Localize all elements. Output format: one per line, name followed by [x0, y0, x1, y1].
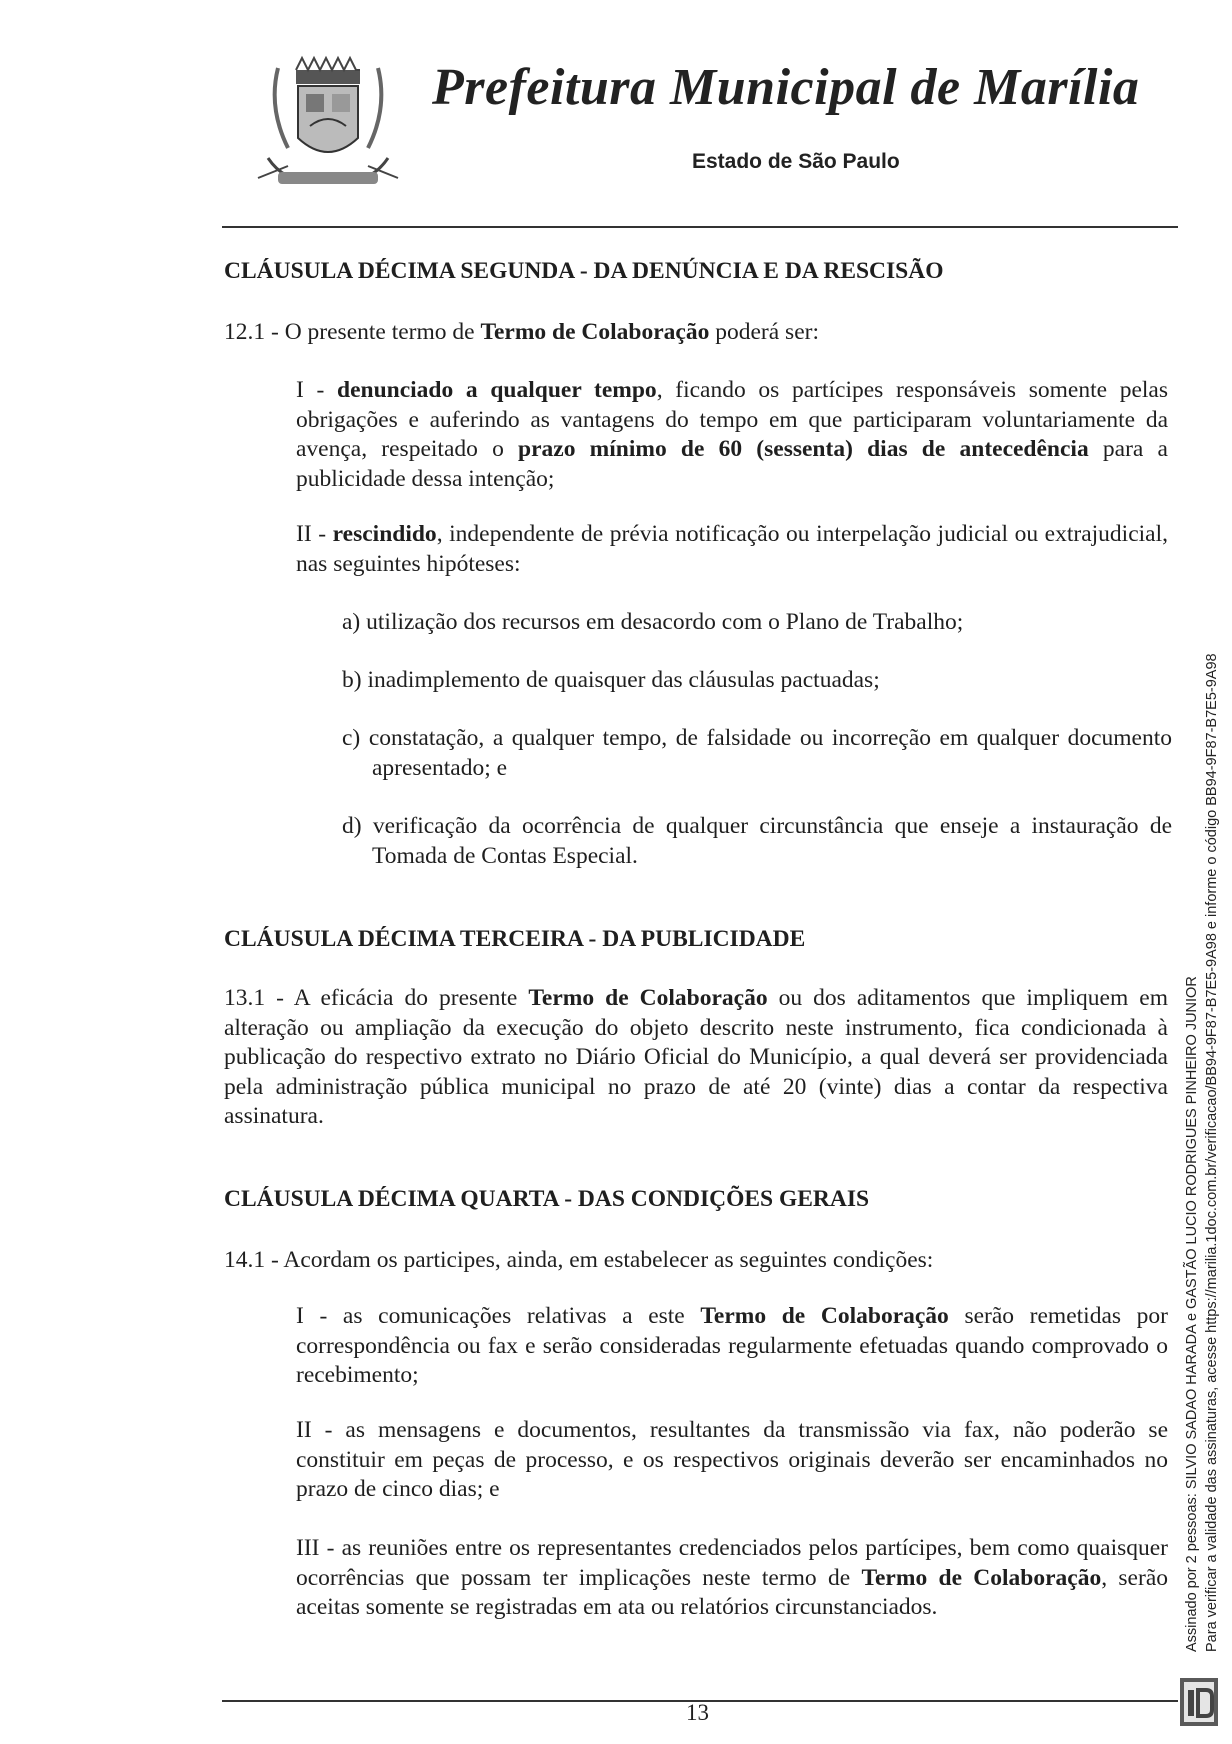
clause-13-text-suffix: ou dos aditamentos que impliquem em alteração ou ampliação da execução do objeto descrito neste instrumento, fica condicionada à publicação do respectivo extrato no Diário Oficial do Município, a qual deverá ser providenciada pela administração pública municipal no prazo de até 20 (vinte) dias a contar da respectiva assinatura. [224, 985, 1169, 1129]
item-label: II - [296, 521, 333, 547]
1doc-logo-icon [1178, 1676, 1220, 1728]
municipal-crest-icon [248, 48, 408, 198]
clause-12-intro [224, 318, 1164, 348]
page-number: 13 [686, 1700, 709, 1725]
item-text: , serão aceitas somente se registradas em ata ou relatórios circunstanciados. [296, 1564, 1168, 1620]
clause-13-text [224, 984, 1168, 1132]
clause-12-intro-suffix: poderá ser: [709, 319, 819, 345]
item-label: d) [342, 813, 373, 839]
item-label: c) [342, 725, 369, 751]
clause-12-heading: CLÁUSULA DÉCIMA SEGUNDA - DA DENÚNCIA E DA RESCISÃO [224, 258, 944, 284]
signature-strip-line-1: Assinado por 2 pessoas: SILVIO SADAO HARADA e GASTÃO LUCIO RODRIGUES PINHEIRO JUNIOR [1184, 976, 1200, 1652]
clause-12-sub-d [342, 812, 1172, 871]
item-text: serão remetidas por correspondência ou fax e serão consideradas regularmente efetuadas quando comprovado o recebimento; [296, 1303, 1168, 1388]
clause-12-item-1 [296, 376, 1168, 494]
item-bold: Termo de Colaboração [861, 1564, 1102, 1591]
clause-12-sub-b: b) inadimplemento de quaisquer das cláusulas pactuadas; [342, 667, 880, 693]
signature-strip-line-2: Para verificar a validade das assinaturas, acesse https://marilia.1doc.com.br/verificacao/BB94-9F87-B7E5-9A98 e informe o código BB94-9F87-B7E5-9A98 [1204, 653, 1220, 1652]
item-text: verificação da ocorrência de qualquer circunstância que enseje a instauração de Tomada de Contas Especial. [372, 813, 1172, 869]
clause-12-intro-prefix: 12.1 - O presente termo de [224, 319, 481, 345]
item-text: , ficando os partícipes responsáveis somente pelas obrigações e auferindo as vantagens do tempo em que participaram voluntariamente da avença, respeitado o [296, 377, 1169, 462]
clause-14-item-1 [296, 1302, 1168, 1391]
clause-13-heading: CLÁUSULA DÉCIMA TERCEIRA - DA PUBLICIDADE [224, 926, 806, 952]
clause-12-sub-c [342, 724, 1172, 783]
item-bold: denunciado a qualquer tempo [337, 377, 657, 403]
item-bold: Termo de Colaboração [700, 1303, 949, 1329]
item-bold: rescindido [332, 521, 437, 547]
clause-14-heading: CLÁUSULA DÉCIMA QUARTA - DAS CONDIÇÕES GERAIS [224, 1186, 870, 1212]
item-bold: prazo mínimo de 60 (sessenta) dias de antecedência [518, 436, 1089, 462]
header-title: Prefeitura Municipal de Marília [432, 59, 1140, 116]
item-text: constatação, a qualquer tempo, de falsidade ou incorreção em qualquer documento apresentado; e [368, 725, 1172, 781]
item-text: I - as comunicações relativas a este [296, 1303, 701, 1329]
header-subtitle: Estado de São Paulo [692, 150, 900, 173]
clause-14-item-2: II - as mensagens e documentos, resultantes da transmissão via fax, não poderão se constituir em peças de processo, e os respectivos originais deverão ser encaminhados no prazo de cinco dias; e [296, 1417, 1168, 1502]
header-divider [222, 226, 1178, 228]
clause-14-intro: 14.1 - Acordam os participes, ainda, em estabelecer as seguintes condições: [224, 1247, 934, 1273]
clause-12-intro-bold: Termo de Colaboração [480, 319, 710, 345]
clause-13-text-prefix: 13.1 - A eficácia do presente [224, 985, 529, 1011]
item-label: I - [296, 377, 338, 403]
clause-14-item-3 [296, 1534, 1168, 1623]
clause-12-sub-a: a) utilização dos recursos em desacordo com o Plano de Trabalho; [342, 609, 964, 635]
item-text: III - as reuniões entre os representantes credenciados pelos partícipes, bem como quaisquer ocorrências que possam ter implicações neste termo de [296, 1535, 1168, 1591]
clause-13-text-bold: Termo de Colaboração [528, 985, 768, 1011]
item-text: para a publicidade dessa intenção; [296, 436, 1168, 492]
clause-12-item-2 [296, 520, 1168, 579]
item-text: , independente de prévia notificação ou interpelação judicial ou extrajudicial, nas seguintes hipóteses: [296, 521, 1168, 577]
